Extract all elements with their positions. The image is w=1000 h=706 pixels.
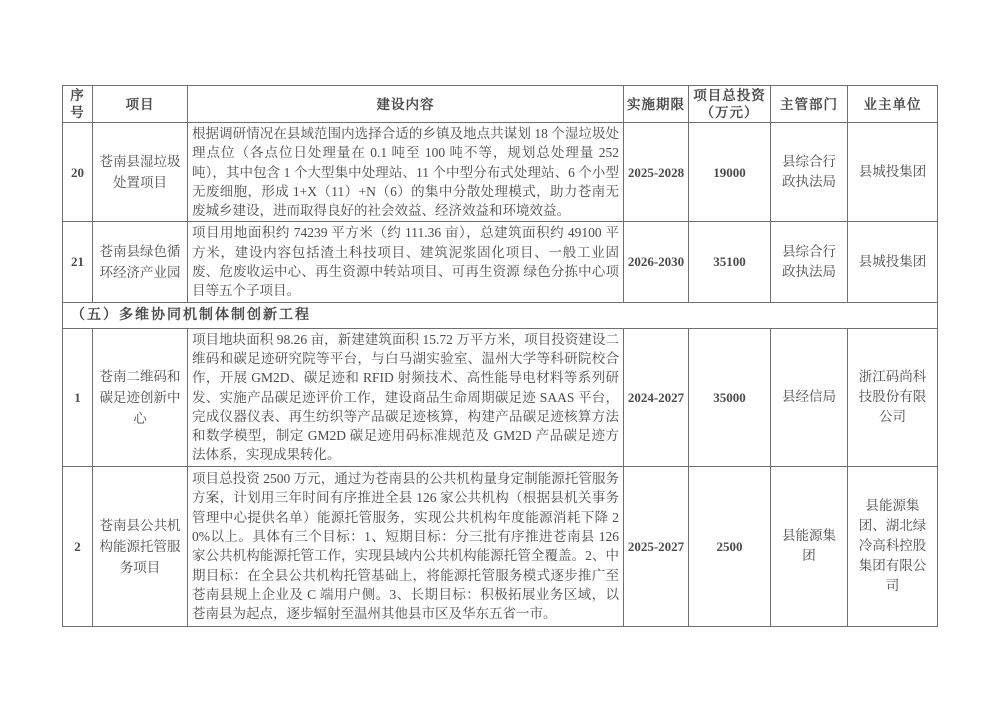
cell-content: 项目总投资 2500 万元，通过为苍南县的公共机构量身定制能源托管服务方案，计划用三年时间有序推进全县 126 家公共机构（根据县机关事务管理中心提供名单）能源托管服务，实现公共机构年度能源消耗下降 20%以上。具体有三个目标：1、短期目标：分三批有序推进苍南县 126 家公共机构能源托管工作，实现县域内公共机构能源托管全覆盖。2、中期目标：在全县公共机构托管基础上，将能源托管服务模式逐步推广至苍南县规上企业及 C 端用户侧。3、长期目标：积极拓展业务区域，以苍南县为起点，逐步辐射至温州其他县市区及华东五省一市。 xyxy=(188,466,624,626)
col-header-project: 项目 xyxy=(93,86,188,123)
cell-department: 县经信局 xyxy=(771,328,848,466)
cell-investment: 2500 xyxy=(689,466,771,626)
cell-seq: 20 xyxy=(63,123,93,222)
cell-period: 2025-2028 xyxy=(624,123,689,222)
cell-content: 项目用地面积约 74239 平方米（约 111.36 亩），总建筑面积约 49100 平方米，建设内容包括渣土科技项目、建筑泥浆固化项目、一般工业固废、危废收运中心、再生资源中转站项目、可再生资源 绿色分拣中心项目等五个子项目。 xyxy=(188,222,624,302)
cell-department: 县能源集团 xyxy=(771,466,848,626)
cell-owner: 县城投集团 xyxy=(848,222,938,302)
cell-seq: 2 xyxy=(63,466,93,626)
table-row-1 xyxy=(63,328,938,466)
table-header-row xyxy=(63,86,938,123)
cell-seq: 21 xyxy=(63,222,93,302)
project-table xyxy=(62,85,938,627)
col-header-content: 建设内容 xyxy=(188,86,624,123)
table-row-2 xyxy=(63,466,938,626)
cell-department: 县综合行政执法局 xyxy=(771,222,848,302)
cell-project: 苍南县湿垃圾处置项目 xyxy=(93,123,188,222)
cell-period: 2024-2027 xyxy=(624,328,689,466)
col-header-period: 实施期限 xyxy=(624,86,689,123)
cell-project: 苍南县公共机构能源托管服务项目 xyxy=(93,466,188,626)
cell-period: 2025-2027 xyxy=(624,466,689,626)
cell-investment: 35000 xyxy=(689,328,771,466)
cell-content: 项目地块面积 98.26 亩，新建建筑面积 15.72 万平方米，项目投资建设二维码和碳足迹研究院等平台，与白马湖实验室、温州大学等科研院校合作，开展 GM2D、碳足迹和 RFID 射频技术、高性能导电材料等系列研发、实施产品碳足迹评价工作，建设商品生命周期碳足迹 SAAS 平台，完成仪器仪表、再生纺织等产品碳足迹核算，构建产品碳足迹核算方法和数学模型，制定 GM2D 碳足迹用码标准规范及 GM2D 产品碳足迹方法体系，实现成果转化。 xyxy=(188,328,624,466)
section-header-row xyxy=(63,302,938,328)
cell-owner: 县能源集团、湖北绿冷高科控股集团有限公司 xyxy=(848,466,938,626)
col-header-seq: 序号 xyxy=(63,86,93,123)
col-header-investment xyxy=(689,86,771,123)
cell-project: 苍南县绿色循环经济产业园 xyxy=(93,222,188,302)
col-header-department: 主管部门 xyxy=(771,86,848,123)
cell-investment: 19000 xyxy=(689,123,771,222)
col-header-investment-line1: 项目总投资 xyxy=(693,88,766,103)
table-row-20 xyxy=(63,123,938,222)
col-header-investment-line2: （万元） xyxy=(700,105,759,120)
cell-project: 苍南二维码和碳足迹创新中心 xyxy=(93,328,188,466)
section-title: （五）多维协同机制体制创新工程 xyxy=(63,302,938,328)
cell-period: 2026-2030 xyxy=(624,222,689,302)
cell-department: 县综合行政执法局 xyxy=(771,123,848,222)
cell-owner: 浙江码尚科技股份有限公司 xyxy=(848,328,938,466)
cell-owner: 县城投集团 xyxy=(848,123,938,222)
cell-investment: 35100 xyxy=(689,222,771,302)
cell-seq: 1 xyxy=(63,328,93,466)
col-header-owner: 业主单位 xyxy=(848,86,938,123)
table-row-21 xyxy=(63,222,938,302)
cell-content: 根据调研情况在县域范围内选择合适的乡镇及地点共谋划 18 个湿垃圾处理点位（各点位日处理量在 0.1 吨至 100 吨不等，规划总处理量 252 吨），其中包含 1 个大型集中处理站、11 个中型分布式处理站、6 个小型无废细胞，形成 1+X（11）+N（6）的集中分散处理模式，助力苍南无废城乡建设，进而取得良好的社会效益、经济效益和环境效益。 xyxy=(188,123,624,222)
